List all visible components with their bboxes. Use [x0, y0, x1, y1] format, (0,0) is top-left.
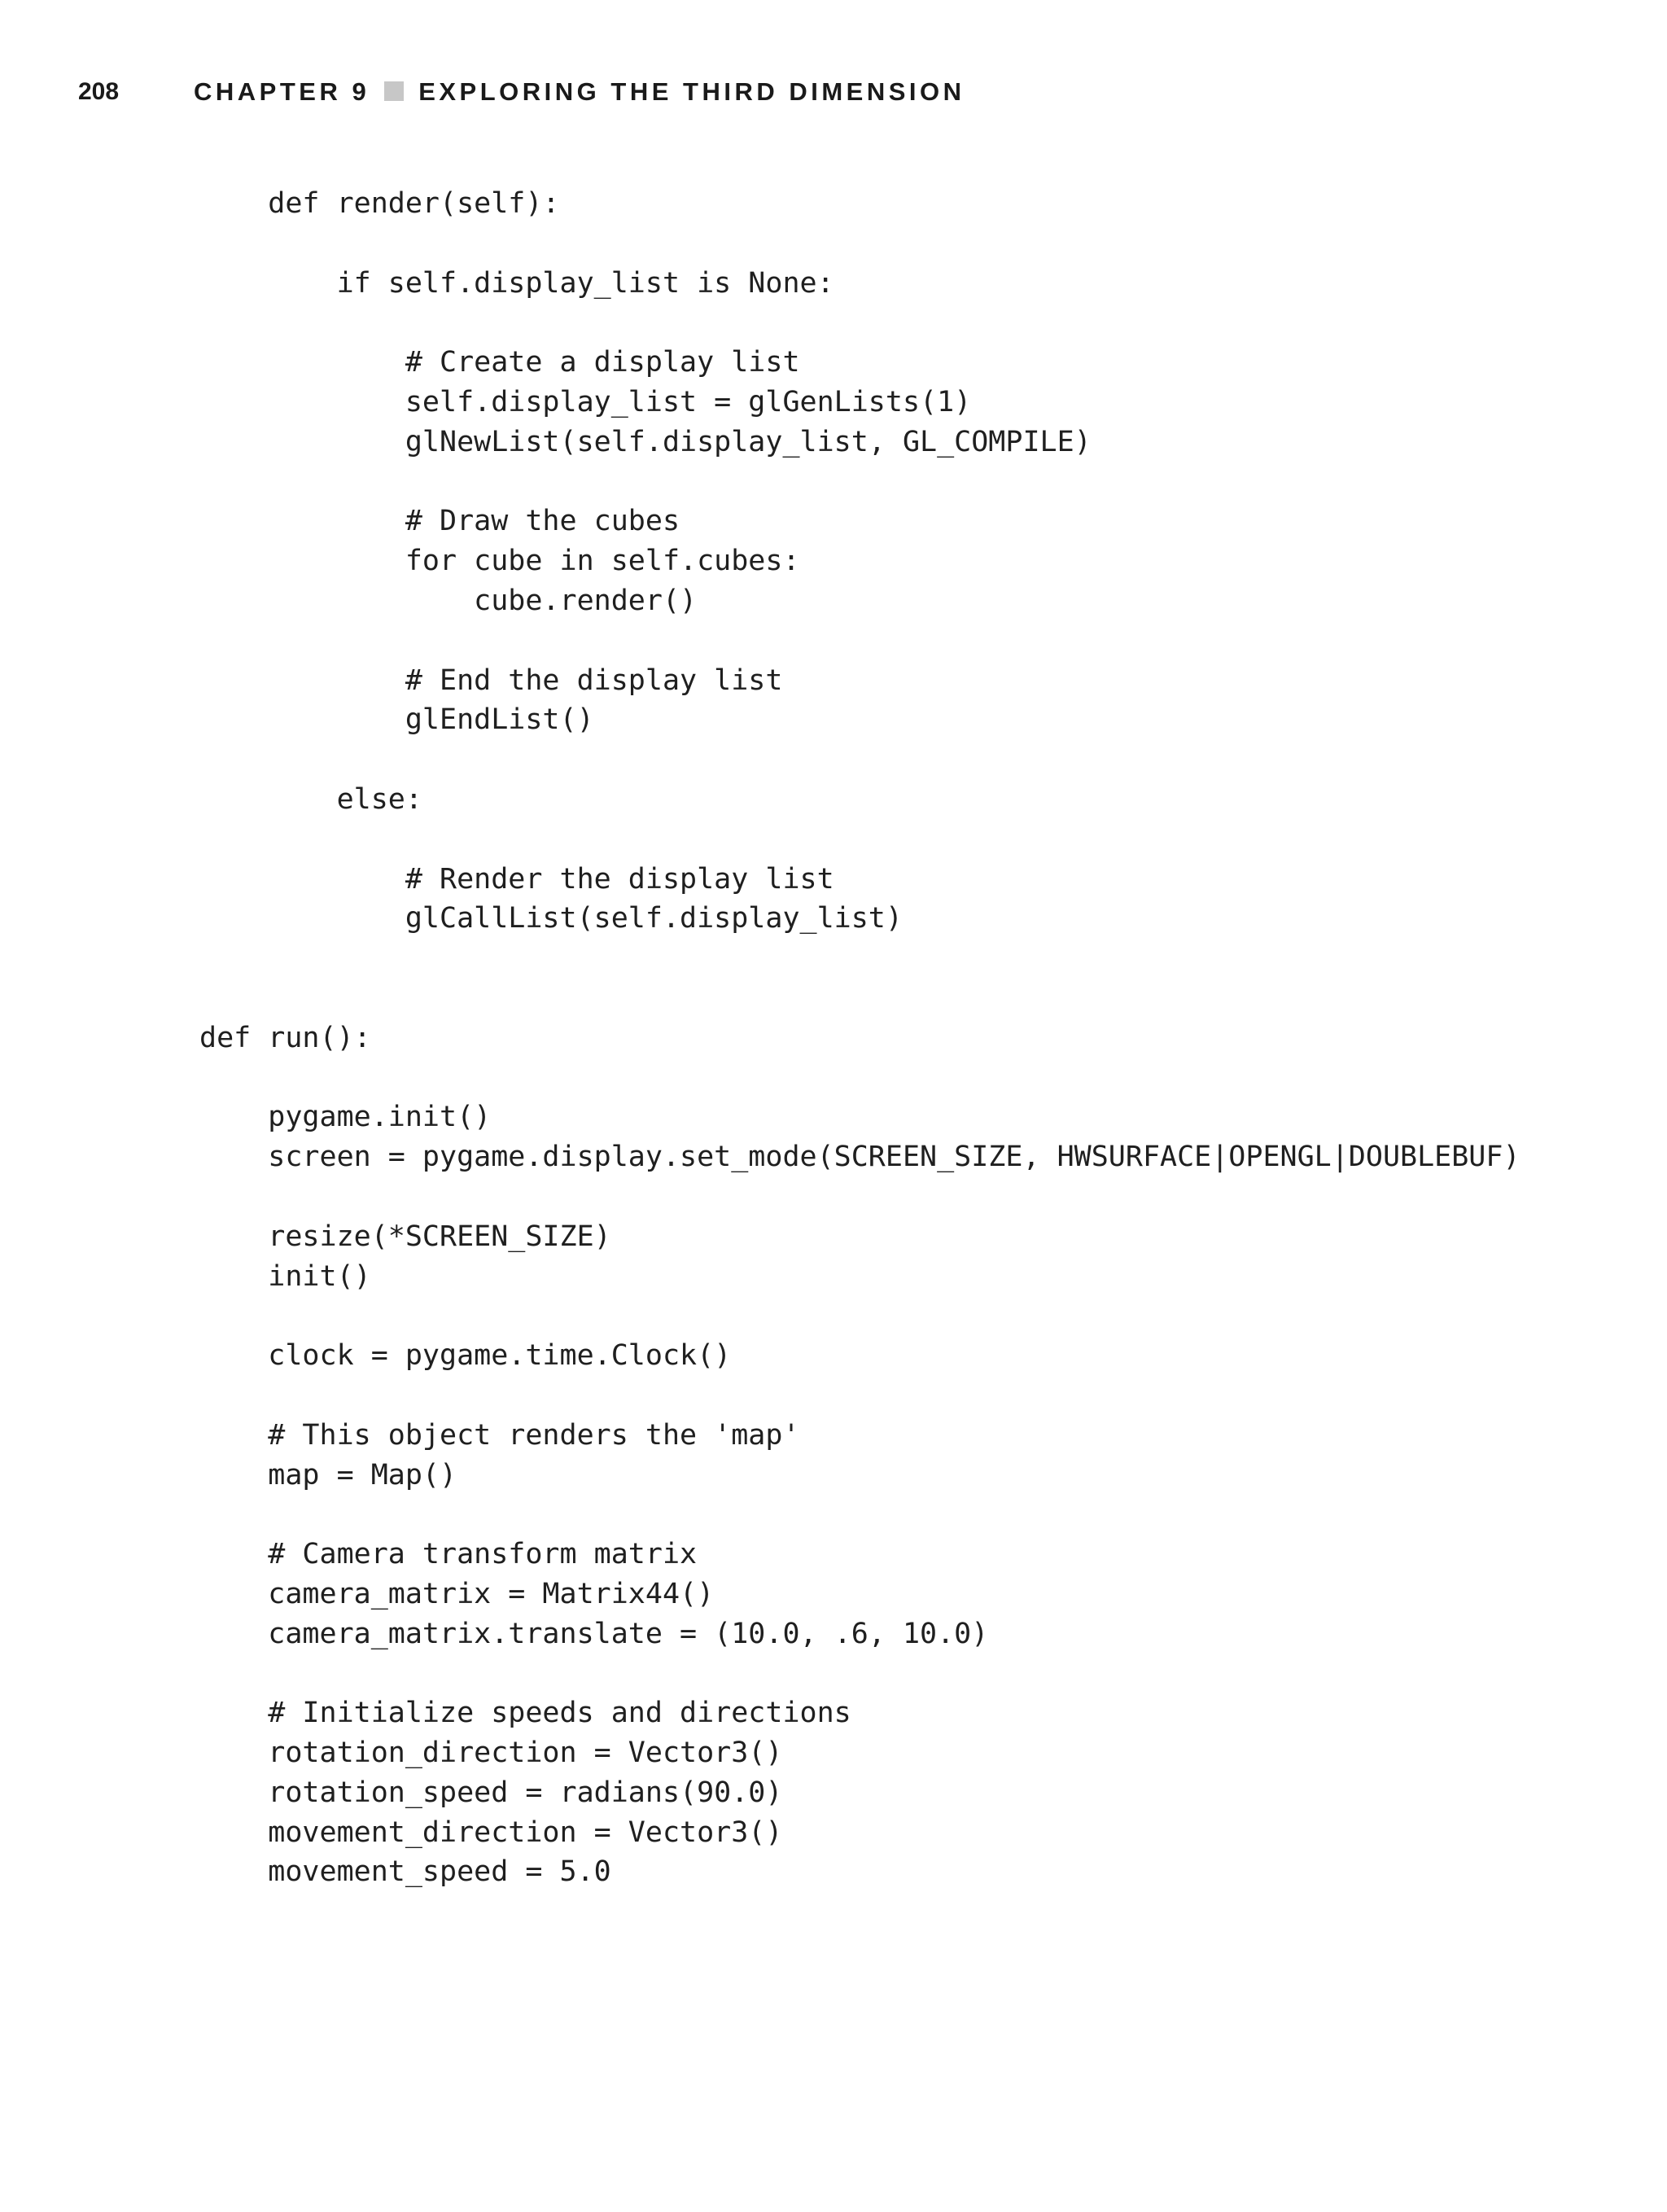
- code-line: def render(self):: [199, 187, 560, 220]
- code-line: rotation_speed = radians(90.0): [199, 1776, 783, 1809]
- code-line: map = Map(): [199, 1458, 457, 1491]
- code-line: [199, 1654, 1520, 1693]
- code-line: pygame.init(): [199, 1101, 492, 1134]
- code-line: # End the display list: [199, 664, 783, 697]
- code-line: rotation_direction = Vector3(): [199, 1737, 783, 1770]
- code-line: [199, 939, 1520, 979]
- code-line: [199, 462, 1520, 502]
- code-line: # Initialize speeds and directions: [199, 1697, 851, 1730]
- code-line: [199, 820, 1520, 860]
- code-line: # Camera transform matrix: [199, 1538, 698, 1571]
- code-line: init(): [199, 1259, 371, 1293]
- running-header: [78, 72, 965, 112]
- code-line: camera_matrix.translate = (10.0, .6, 10.0): [199, 1617, 989, 1650]
- page-number: 208: [78, 78, 120, 105]
- code-line: def run():: [199, 1021, 371, 1054]
- code-line: movement_direction = Vector3(): [199, 1816, 783, 1849]
- code-line: camera_matrix = Matrix44(): [199, 1577, 715, 1610]
- code-line: [199, 979, 1520, 1018]
- code-line: if self.display_list is None:: [199, 266, 834, 300]
- code-line: [199, 740, 1520, 780]
- code-line: glEndList(): [199, 703, 594, 737]
- chapter-label: CHAPTER 9: [194, 77, 370, 106]
- header-separator-square: [384, 81, 404, 101]
- code-line: for cube in self.cubes:: [199, 545, 800, 578]
- code-line: [199, 1296, 1520, 1336]
- code-line: [199, 621, 1520, 661]
- code-listing: [199, 184, 1520, 1892]
- code-line: cube.render(): [199, 584, 698, 617]
- code-line: # Create a display list: [199, 346, 800, 379]
- code-line: resize(*SCREEN_SIZE): [199, 1220, 611, 1253]
- code-line: [199, 303, 1520, 343]
- code-line: # Render the display list: [199, 862, 834, 896]
- code-line: clock = pygame.time.Clock(): [199, 1339, 732, 1373]
- code-line: [199, 1376, 1520, 1416]
- code-line: # Draw the cubes: [199, 505, 680, 538]
- code-line: screen = pygame.display.set_mode(SCREEN_SIZE, HWSURFACE|OPENGL|DOUBLEBUF): [199, 1141, 1520, 1174]
- code-line: self.display_list = glGenLists(1): [199, 385, 972, 418]
- code-line: glNewList(self.display_list, GL_COMPILE): [199, 425, 1092, 458]
- code-line: else:: [199, 782, 422, 816]
- code-line: movement_speed = 5.0: [199, 1855, 611, 1889]
- code-line: [199, 1495, 1520, 1535]
- code-line: glCallList(self.display_list): [199, 902, 903, 935]
- code-line: [199, 1058, 1520, 1098]
- code-line: # This object renders the 'map': [199, 1418, 800, 1452]
- code-line: [199, 1177, 1520, 1217]
- chapter-title: EXPLORING THE THIRD DIMENSION: [418, 77, 965, 106]
- code-line: [199, 224, 1520, 264]
